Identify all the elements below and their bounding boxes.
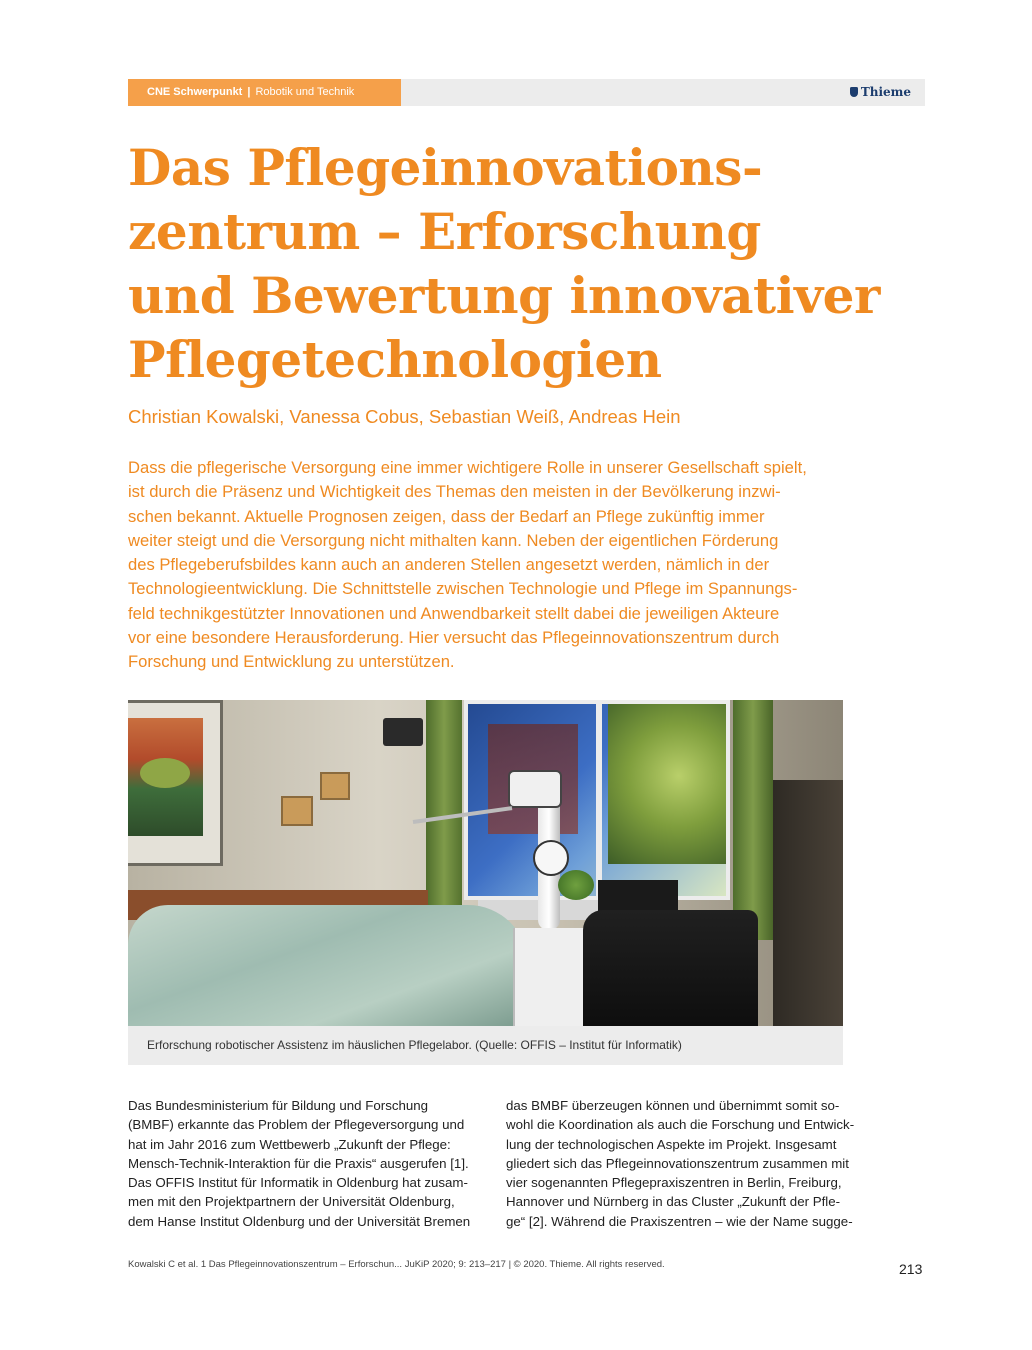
body-line: dem Hanse Institut Oldenburg und der Universität Bremen xyxy=(128,1213,471,1229)
page-number: 213 xyxy=(899,1261,923,1277)
body-line: hat im Jahr 2016 zum Wettbewerb „Zukunft der Pflege: xyxy=(128,1136,451,1152)
robot-gripper xyxy=(508,770,562,808)
abstract-line: ist durch die Präsenz und Wichtigkeit des Themas den meisten in der Bevölkerung inzwi- xyxy=(128,482,781,502)
title-line: Das Pflegeinnovations- xyxy=(128,138,763,197)
article-title xyxy=(128,136,928,392)
body-line: Mensch-Technik-Interaktion für die Praxis“ ausgerufen [1]. xyxy=(128,1155,469,1171)
topic-label: Robotik und Technik xyxy=(255,86,355,98)
bed xyxy=(128,905,528,1026)
body-line: vier sogenannten Pflegepraxiszentren in Berlin, Freiburg, xyxy=(506,1175,842,1191)
header-bar xyxy=(128,79,925,106)
body-line: lung der technologischen Aspekte im Projekt. Insgesamt xyxy=(506,1136,837,1152)
abstract-line: feld technikgestützter Innovationen und Anwendbarkeit stellt dabei die jeweiligen Akteure xyxy=(128,603,780,623)
body-line: Das Bundesministerium für Bildung und Forschung xyxy=(128,1098,429,1113)
section-separator: | xyxy=(247,86,251,98)
publisher-name: Thieme xyxy=(860,85,911,99)
robot-joint xyxy=(533,840,569,876)
title-line: zentrum – Erforschung xyxy=(128,202,761,261)
abstract xyxy=(128,456,848,675)
abstract-line: des Pflegeberufsbildes kann auch an anderen Stellen angesetzt werden, nämlich in der xyxy=(128,555,770,575)
abstract-line: vor eine besondere Herausforderung. Hier versucht das Pflegeinnovationszentrum durch xyxy=(128,628,780,648)
body-line: gliedert sich das Pflegeinnovationszentrum zusammen mit xyxy=(506,1155,849,1171)
title-line: und Bewertung innovativer xyxy=(128,266,880,325)
figure-caption: Erforschung robotischer Assistenz im häuslichen Pflegelabor. (Quelle: OFFIS – Institut für Informatik) xyxy=(128,1026,843,1065)
thieme-shield-icon xyxy=(850,87,858,97)
body-line: Hannover und Nürnberg in das Cluster „Zukunft der Pfle- xyxy=(506,1194,841,1210)
abstract-line: schen bekannt. Aktuelle Prognosen zeigen, dass der Bedarf an Pflege zukünftig immer xyxy=(128,506,765,526)
body-line: das BMBF überzeugen können und übernimmt somit so- xyxy=(506,1098,840,1113)
plant xyxy=(558,870,594,900)
body-line: Das OFFIS Institut für Informatik in Oldenburg hat zusam- xyxy=(128,1175,468,1191)
section-tag xyxy=(128,79,401,106)
body-line: ge“ [2]. Während die Praxiszentren – wie der Name sugge- xyxy=(506,1213,853,1229)
body-line: wohl die Koordination als auch die Forschung und Entwick- xyxy=(506,1117,855,1133)
wall-camera xyxy=(383,718,423,746)
curtain-right xyxy=(733,700,773,940)
abstract-line: Dass die pflegerische Versorgung eine immer wichtigere Rolle in unserer Gesellschaft spielt, xyxy=(128,458,807,477)
body-column-left xyxy=(128,1096,471,1231)
title-line: Pflegetechnologien xyxy=(128,330,662,389)
authors: Christian Kowalski, Vanessa Cobus, Sebastian Weiß, Andreas Hein xyxy=(128,406,681,427)
picture-frame xyxy=(281,796,313,826)
abstract-line: weiter steigt und die Versorgung nicht mithalten kann. Neben der eigentlichen Förderung xyxy=(128,530,779,550)
shelf xyxy=(773,780,843,1026)
abstract-line: Technologieentwicklung. Die Schnittstelle zwischen Technologie und Pflege im Spannungs- xyxy=(128,579,798,599)
footer-citation: Kowalski C et al. 1 Das Pflegeinnovationszentrum – Erforschun... JuKiP 2020; 9: 213–217 | © 2020. Thieme. All rights reserved. xyxy=(128,1259,665,1270)
chair xyxy=(583,910,758,1026)
body-column-right xyxy=(506,1096,855,1231)
body-line: men mit den Projektpartnern der Universität Oldenburg, xyxy=(128,1194,455,1210)
body-line: (BMBF) erkannte das Problem der Pflegeversorgung und xyxy=(128,1117,465,1133)
picture-frame xyxy=(320,772,350,800)
wall-painting xyxy=(128,700,223,866)
publisher-logo xyxy=(850,79,911,106)
window xyxy=(464,700,730,900)
figure-photo xyxy=(128,700,843,1026)
section-label: CNE Schwerpunkt xyxy=(147,86,243,98)
abstract-line: Forschung und Entwicklung zu unterstützen. xyxy=(128,652,455,672)
